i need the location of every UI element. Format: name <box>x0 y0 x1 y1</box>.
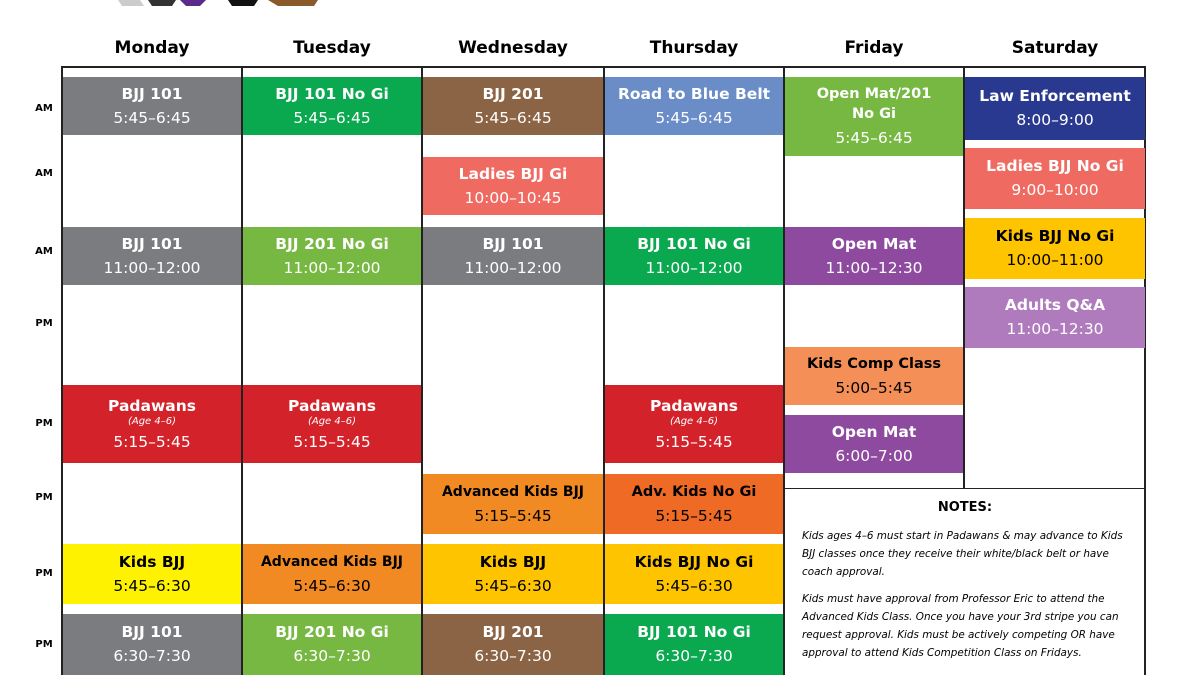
class-block <box>423 544 603 604</box>
class-time: 5:15–5:45 <box>655 506 733 525</box>
class-block <box>423 77 603 135</box>
class-name: Padawans <box>108 396 196 415</box>
class-name: BJJ 101 <box>121 623 183 641</box>
notes-paragraph: Kids must have approval from Professor Eric to attend the Advanced Kids Class. Once you have your 3rd stripe you can request approval. Kids must be actively competing OR have approval to attend Kids Competition Class on Fridays. <box>802 593 1119 659</box>
class-time: 5:45–6:30 <box>655 576 733 595</box>
class-time: 5:15–5:45 <box>293 432 371 451</box>
class-block <box>243 77 421 135</box>
class-block <box>63 544 241 604</box>
class-time: 5:00–5:45 <box>835 378 913 397</box>
class-time: 6:30–7:30 <box>113 647 191 665</box>
time-label: AM <box>35 168 53 179</box>
class-name: Kids BJJ <box>479 552 547 571</box>
class-time: 11:00–12:30 <box>825 258 923 277</box>
time-label: PM <box>35 568 53 579</box>
class-name: Ladies BJJ No Gi <box>986 157 1124 175</box>
class-block <box>965 218 1145 279</box>
class-time: 5:15–5:45 <box>474 506 552 525</box>
class-time: 5:45–6:45 <box>113 108 191 127</box>
class-age: (Age 4–6) <box>127 415 177 427</box>
class-block <box>423 157 603 215</box>
time-label: AM <box>35 246 53 257</box>
class-block <box>605 474 783 534</box>
class-name: Padawans <box>650 396 738 415</box>
class-time: 11:00–12:00 <box>103 258 201 277</box>
class-name: BJJ 101 <box>121 84 183 103</box>
class-block <box>965 77 1145 140</box>
time-label: AM <box>35 103 53 114</box>
class-time: 5:45–6:45 <box>835 129 913 147</box>
class-name: BJJ 201 No Gi <box>275 623 389 641</box>
class-name: Adults Q&A <box>1004 296 1106 314</box>
class-name: Advanced Kids BJJ <box>441 483 585 500</box>
class-name: Ladies BJJ Gi <box>458 164 568 183</box>
gym-logo <box>118 0 328 6</box>
class-block <box>63 227 241 285</box>
class-time: 5:45–6:45 <box>293 108 371 127</box>
class-time: 5:15–5:45 <box>113 432 191 451</box>
class-name: Open Mat/201 <box>816 86 932 102</box>
class-name: Kids BJJ No Gi <box>995 227 1115 245</box>
class-time: 10:00–10:45 <box>464 188 562 207</box>
class-name: BJJ 201 <box>482 623 544 641</box>
class-time: 11:00–12:00 <box>283 258 381 277</box>
time-label: PM <box>35 418 53 429</box>
class-time: 8:00–9:00 <box>1016 111 1094 129</box>
class-name: Advanced Kids BJJ <box>260 553 404 570</box>
class-block <box>785 227 963 285</box>
class-block <box>785 347 963 405</box>
class-name: Law Enforcement <box>979 87 1131 105</box>
class-time: 6:00–7:00 <box>835 446 913 465</box>
class-name: Adv. Kids No Gi <box>631 483 757 500</box>
class-name: BJJ 101 No Gi <box>637 234 751 253</box>
class-name: Padawans <box>288 396 376 415</box>
class-block <box>63 385 241 463</box>
time-label: PM <box>35 639 53 650</box>
day-header-thursday: Thursday <box>649 38 739 58</box>
class-time: 6:30–7:30 <box>655 647 733 665</box>
class-name: Kids BJJ No Gi <box>634 552 754 571</box>
class-block <box>243 614 421 675</box>
class-name: Road to Blue Belt <box>617 84 771 103</box>
class-block <box>605 385 783 463</box>
class-time: 11:00–12:00 <box>645 258 743 277</box>
class-name: Open Mat <box>831 422 917 441</box>
class-name: BJJ 101 No Gi <box>637 623 751 641</box>
class-block <box>243 385 421 463</box>
class-block <box>605 227 783 285</box>
class-time: 11:00–12:30 <box>1006 320 1104 338</box>
day-header-saturday: Saturday <box>1011 38 1099 58</box>
class-name: BJJ 101 <box>121 234 183 253</box>
class-time: 9:00–10:00 <box>1011 181 1099 199</box>
class-name: Open Mat <box>831 234 917 253</box>
class-name: BJJ 101 No Gi <box>275 84 389 103</box>
notes-title: NOTES: <box>937 500 993 515</box>
class-block <box>63 77 241 135</box>
class-time: 5:45–6:30 <box>474 576 552 595</box>
class-block <box>605 77 783 135</box>
class-age: (Age 4–6) <box>307 415 357 427</box>
class-name: Kids Comp Class <box>806 355 942 372</box>
class-block <box>965 287 1145 348</box>
time-label: PM <box>35 492 53 503</box>
class-name-line2: No Gi <box>851 106 897 122</box>
day-header-friday: Friday <box>844 38 904 58</box>
class-time: 5:45–6:30 <box>113 576 191 595</box>
class-name: BJJ 201 <box>482 84 544 103</box>
class-time: 5:45–6:45 <box>474 108 552 127</box>
class-block <box>785 77 963 156</box>
class-time: 10:00–11:00 <box>1006 251 1104 269</box>
time-label: PM <box>35 318 53 329</box>
class-time: 11:00–12:00 <box>464 258 562 277</box>
class-block <box>605 544 783 604</box>
class-block <box>785 415 963 473</box>
notes-panel <box>786 489 1144 675</box>
class-block <box>605 614 783 675</box>
class-time: 6:30–7:30 <box>474 647 552 665</box>
class-age: (Age 4–6) <box>669 415 719 427</box>
class-time: 5:45–6:30 <box>293 576 371 595</box>
class-time: 6:30–7:30 <box>293 647 371 665</box>
notes-paragraph: Kids ages 4–6 must start in Padawans & may advance to Kids BJJ classes once they receive their white/black belt or have coach approval. <box>802 530 1123 578</box>
class-name: Kids BJJ <box>118 552 186 571</box>
class-time: 5:45–6:45 <box>655 108 733 127</box>
class-block <box>423 227 603 285</box>
day-header-monday: Monday <box>114 38 190 58</box>
class-block <box>243 544 421 604</box>
class-name: BJJ 201 No Gi <box>275 234 389 253</box>
class-block <box>423 614 603 675</box>
day-header-wednesday: Wednesday <box>458 38 568 58</box>
class-block <box>965 148 1145 209</box>
day-header-tuesday: Tuesday <box>293 38 371 58</box>
class-block <box>63 614 241 675</box>
class-block <box>243 227 421 285</box>
class-time: 5:15–5:45 <box>655 432 733 451</box>
class-name: BJJ 101 <box>482 234 544 253</box>
class-block <box>423 474 603 534</box>
